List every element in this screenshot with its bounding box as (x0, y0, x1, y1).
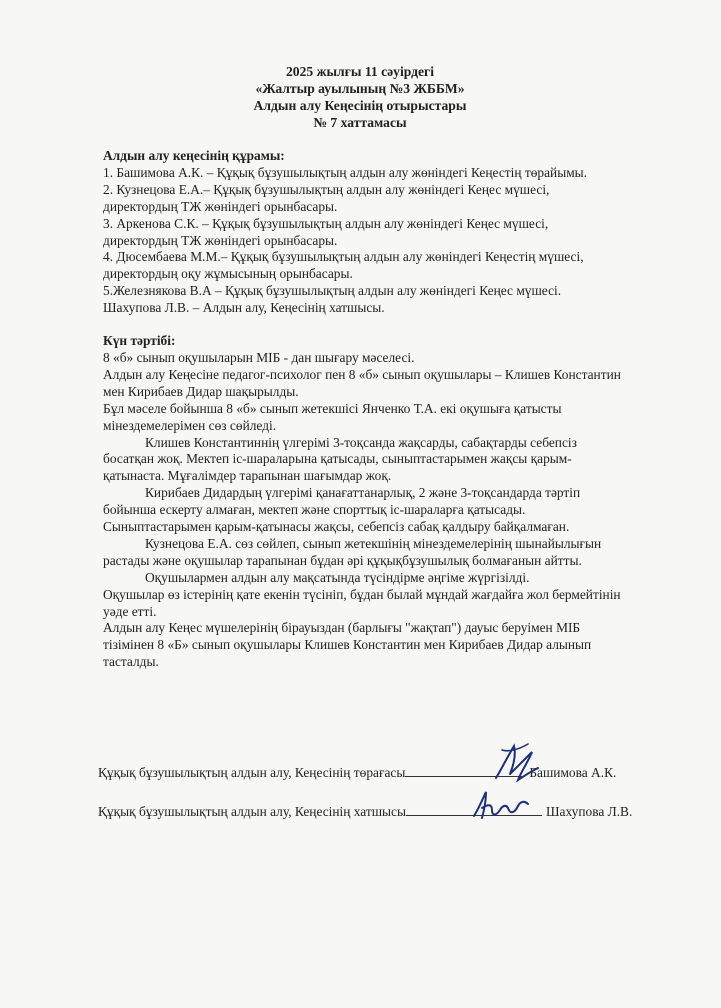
agenda-line: мен Кирибаев Дидар шақырылды. (103, 383, 299, 399)
agenda-line: қатынаста. Мұғалімдер тарапынан шағымдар жоқ. (103, 468, 392, 484)
agenda-paragraph-start: Оқушылармен алдын алу мақсатында түсіндірме әңгіме жүргізілді. (145, 569, 530, 585)
header-date: 2025 жылғы 11 сәуірдегі (286, 64, 434, 79)
agenda-line: мінездемелерімен сөз сөйледі. (103, 417, 277, 433)
agenda-line: растады және оқушылар тарапынан бұдан әрі құқықбұзушылық болмағанын айтты. (103, 552, 582, 568)
composition-line: 4. Дюсембаева М.М.– Құқық бұзушылықтың алдын алу жөніндегі Кеңестің мүшесі, (103, 249, 584, 265)
chair-signature-row (98, 765, 698, 781)
agenda-paragraph-start: Кузнецова Е.А. сөз сөйлеп, сынып жетекшінің мінездемелерінің шынайылығын (145, 535, 602, 551)
chair-signature-icon (488, 738, 548, 790)
chair-label: Құқық бұзушылықтың алдын алу, Кеңесінің төрағасы (98, 765, 406, 780)
document-body (103, 148, 693, 671)
composition-line: директордың оқу жұмысының орынбасары. (103, 266, 353, 282)
agenda-line: тізімінен 8 «Б» сынып оқушылары Клишев Константин мен Кирибаев Дидар алынып (103, 637, 592, 653)
agenda-line: босатқан жоқ. Мектеп іс-шараларына қатысады, сыныптастарымен жақсы қарым- (103, 451, 572, 467)
composition-line: 5.Железнякова В.А – Құқық бұзушылықтың алдын алу жөніндегі Кеңес мүшесі. (103, 283, 562, 299)
agenda-line: Оқушылар өз істерінің қате екенін түсініп, бұдан былай мұндай жағдайға жол бермейтінін (103, 586, 621, 602)
header-school: «Жалтыр ауылының №3 ЖББМ» (255, 81, 465, 96)
chair-name: Башимова А.К. (529, 765, 617, 780)
composition-line: 3. Аркенова С.К. – Құқық бұзушылықтың алдын алу жөніндегі Кеңес мүшесі, (103, 215, 549, 231)
header-protocol-number: № 7 хаттамасы (313, 115, 407, 130)
secretary-name: Шахупова Л.В. (546, 804, 633, 819)
secretary-signature-row (98, 804, 698, 820)
agenda-line: Сыныптастарымен қарым-қатынасы жақсы, себепсіз сабақ қалдыру байқалмаған. (103, 519, 570, 535)
agenda-paragraph-start: Клишев Константиннің үлгерімі 3-тоқсанда жақсарды, сабақтарды себепсіз (145, 434, 577, 450)
composition-line: 2. Кузнецова Е.А.– Құқық бұзушылықтың алдын алу жөніндегі Кеңес мүшесі, (103, 181, 550, 197)
agenda-line: уәде етті. (103, 603, 157, 619)
header-council: Алдын алу Кеңесінің отырыстары (253, 98, 467, 113)
agenda-line: бойынша ескерту алмаған, мектеп және спорттық іс-шараларға қатысады. (103, 502, 526, 518)
agenda-line: 8 «б» сынып оқушыларын МІБ - дан шығару мәселесі. (103, 349, 415, 365)
agenda-title: Күн тәртібі: (103, 333, 176, 349)
agenda-line: Алдын алу Кеңес мүшелерінің бірауыздан (барлығы "жақтап") дауыс беруімен МІБ (103, 620, 581, 636)
composition-line: директордың ТЖ жөніндегі орынбасары. (103, 198, 338, 214)
agenda-line: Бұл мәселе бойынша 8 «б» сынып жетекшісі Янченко Т.А. екі оқушыға қатысты (103, 400, 562, 416)
secretary-signature-icon (470, 786, 534, 826)
document-header (150, 63, 570, 131)
composition-line: директордың ТЖ жөніндегі орынбасары. (103, 232, 338, 248)
composition-line: Шахупова Л.В. – Алдын алу, Кеңесінің хатшысы. (103, 300, 385, 316)
agenda-paragraph-start: Кирибаев Дидардың үлгерімі қанағаттанарлық, 2 және 3-тоқсандарда тәртіп (145, 485, 581, 501)
agenda-line: тасталды. (103, 654, 159, 670)
composition-line: 1. Башимова А.К. – Құқық бұзушылықтың алдын алу жөніндегі Кеңестің төрайымы. (103, 164, 588, 180)
agenda-line: Алдын алу Кеңесіне педагог-психолог пен 8 «б» сынып оқушылары – Клишев Константин (103, 366, 621, 382)
composition-title: Алдын алу кеңесінің құрамы: (103, 148, 285, 163)
secretary-label: Құқық бұзушылықтың алдын алу, Кеңесінің хатшысы (98, 804, 406, 819)
